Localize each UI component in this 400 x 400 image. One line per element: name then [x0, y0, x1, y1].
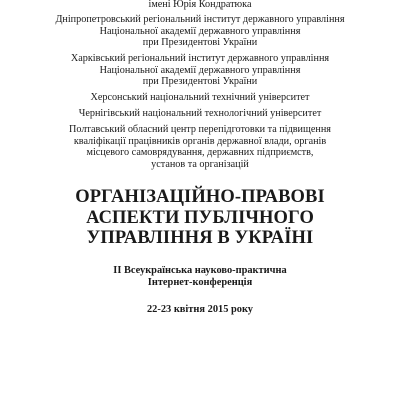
organizer-line: Полтавський обласний центр перепідготовки та підвищення	[69, 124, 331, 135]
title-line: УПРАВЛІННЯ В УКРАЇНІ	[86, 228, 314, 248]
organizer-block-kharkiv	[30, 53, 370, 88]
conference-line: Інтернет-конференція	[147, 277, 253, 288]
organizer-line: імені Юрія Кондратюка	[148, 0, 252, 10]
organizer-line: Дніпропетровський регіональний інститут державного управління	[55, 14, 345, 25]
document-title	[20, 187, 380, 249]
organizer-block-kherson	[30, 92, 370, 104]
title-line: АСПЕКТИ ПУБЛІЧНОГО	[86, 207, 314, 228]
organizer-line: Херсонський національний технічний університет	[90, 92, 310, 103]
organizer-line: кваліфікації працівників органів державної влади, органів	[73, 135, 327, 147]
organizer-line: Національної академії державного управління	[99, 25, 301, 37]
organizer-line: Національної академії державного управління	[99, 64, 301, 76]
organizer-block-dnipro	[30, 14, 370, 49]
organizer-line: Чернігівський національний технологічний університет	[78, 108, 322, 119]
title-line: ОРГАНІЗАЦІЙНО-ПРАВОВІ	[75, 187, 325, 207]
organizer-line: місцевого самоврядування, державних підприємств,	[86, 147, 314, 159]
organizer-line: установ та організацій	[151, 158, 249, 170]
conference-name	[40, 265, 360, 289]
organizer-line: при Президентові України	[142, 76, 258, 88]
conference-date: 22-23 квітня 2015 року	[146, 304, 254, 315]
organizer-line: при Президентові України	[142, 37, 258, 49]
organizer-block-poltava	[30, 124, 370, 170]
conference-line: ІІ Всеукраїнська науково-практична	[113, 265, 287, 276]
organizer-block-0	[30, 0, 370, 11]
organizer-block-chernihiv	[30, 108, 370, 120]
organizer-line: Харківський регіональний інститут державного управління	[70, 53, 330, 64]
